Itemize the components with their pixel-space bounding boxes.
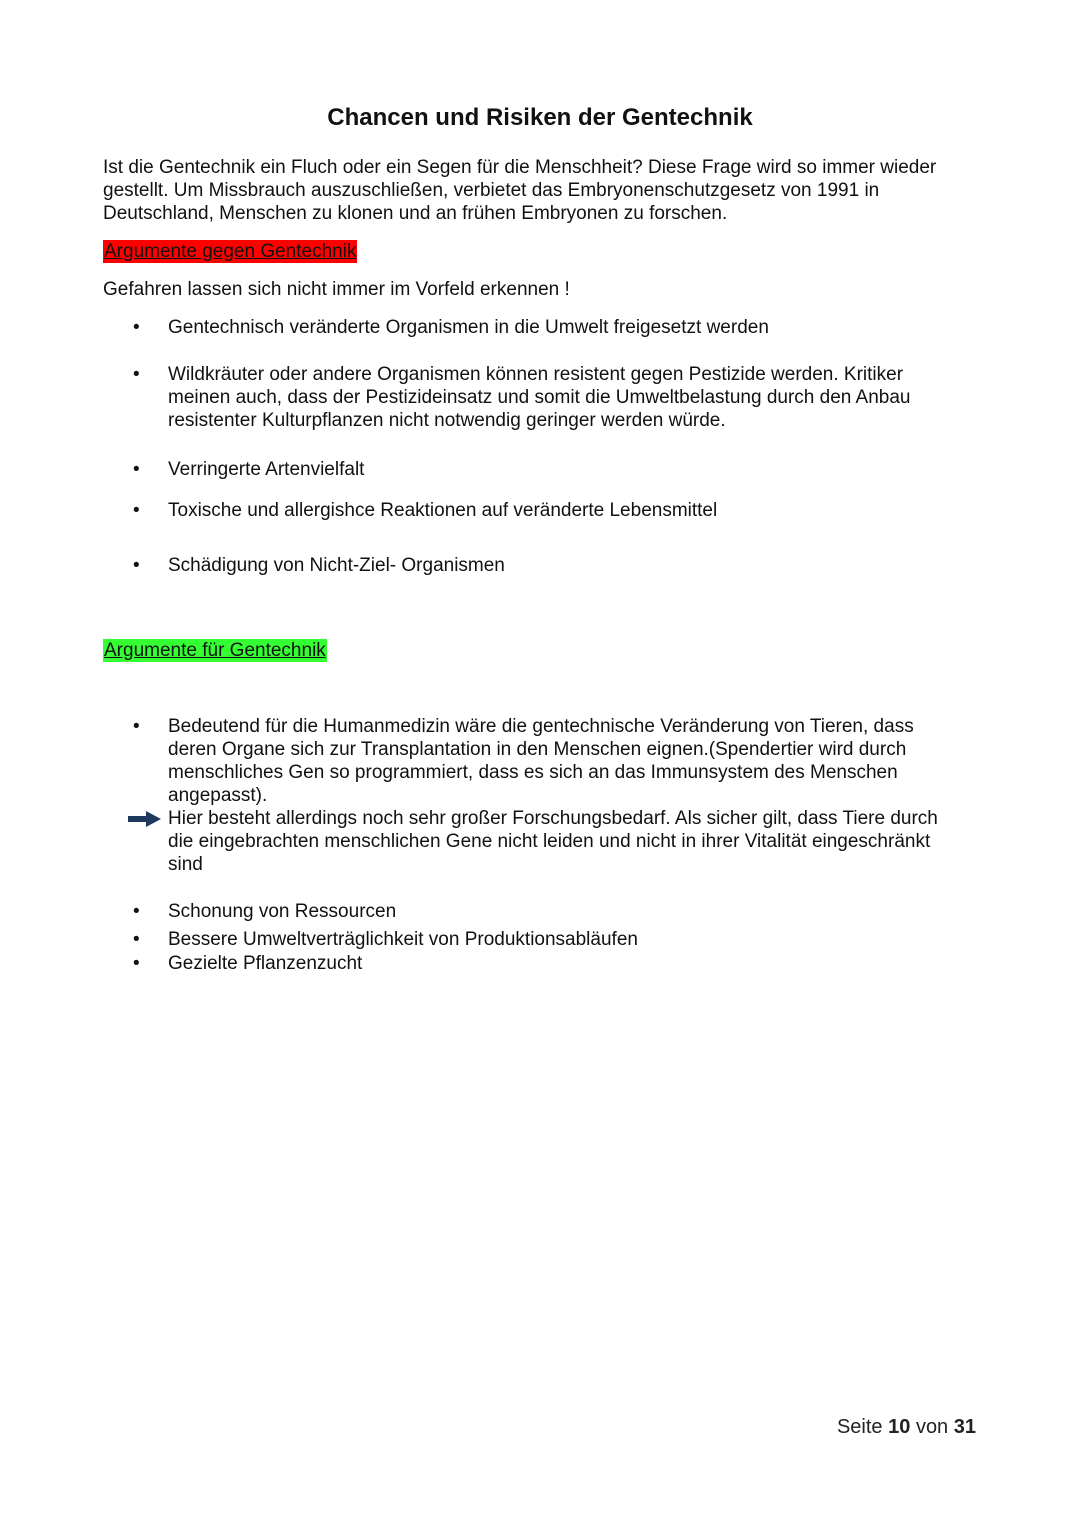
arrow-note-text: Hier besteht allerdings noch sehr großer Forschungsbedarf. Als sicher gilt, dass Tiere durch die eingebrachten menschlichen Gene nicht leiden und nicht in ihrer Vitalität eingeschränkt sind: [168, 808, 938, 875]
bullet-icon: •: [133, 500, 140, 521]
list-item: [133, 900, 963, 923]
list-item-text: Wildkräuter oder andere Organismen können resistent gegen Pestizide werden. Kritiker meinen auch, dass der Pestizideinsatz und somit die Umweltbelastung durch den Anbau resistenter Kulturpflanzen nicht notwendig geringer werden würde.: [168, 364, 911, 431]
list-item: [133, 928, 963, 951]
bullet-icon: •: [133, 459, 140, 480]
bullet-icon: •: [133, 364, 140, 385]
intro-paragraph: Ist die Gentechnik ein Fluch oder ein Segen für die Menschheit? Diese Frage wird so immer wieder gestellt. Um Missbrauch auszuschließen, verbietet das Embryonenschutzgesetz von 1991 in Deutschland, Menschen zu klonen und an frühen Embryonen zu forschen.: [103, 157, 937, 224]
page-number-separator: von: [915, 1416, 949, 1438]
list-item-text: Bessere Umweltverträglichkeit von Produktionsabläufen: [168, 929, 638, 950]
list-item: [133, 554, 963, 577]
bullet-icon: •: [133, 716, 140, 737]
arrow-note: [128, 807, 963, 876]
list-item: [133, 499, 963, 522]
list-item: [133, 458, 963, 481]
bullet-icon: •: [133, 953, 140, 974]
list-item-text: Schonung von Ressourcen: [168, 901, 397, 922]
list-item-text: Gezielte Pflanzenzucht: [168, 953, 363, 974]
list-item: [133, 952, 963, 975]
right-arrow-icon: [128, 811, 161, 827]
list-item-text: Toxische und allergishce Reaktionen auf veränderte Lebensmittel: [168, 500, 718, 521]
heading-against: Argumente gegen Gentechnik: [104, 241, 357, 262]
list-item-text: Verringerte Artenvielfalt: [168, 459, 365, 480]
page-number-current: 10: [888, 1416, 911, 1438]
list-item: [133, 316, 963, 339]
list-item-text: Schädigung von Nicht-Ziel- Organismen: [168, 555, 505, 576]
bullet-icon: •: [133, 555, 140, 576]
page-number: [837, 1414, 976, 1440]
against-subline: Gefahren lassen sich nicht immer im Vorfeld erkennen !: [103, 279, 570, 300]
list-item: [133, 363, 963, 432]
page-number-total: 31: [953, 1416, 976, 1438]
bullet-icon: •: [133, 929, 140, 950]
page-title: Chancen und Risiken der Gentechnik: [327, 104, 753, 131]
bullet-icon: •: [133, 901, 140, 922]
list-item-text: Gentechnisch veränderte Organismen in die Umwelt freigesetzt werden: [168, 317, 769, 338]
bullet-icon: •: [133, 317, 140, 338]
page-number-prefix: Seite: [836, 1416, 883, 1438]
list-item: [133, 715, 963, 807]
heading-for: Argumente für Gentechnik: [104, 640, 326, 661]
list-item-text: Bedeutend für die Humanmedizin wäre die gentechnische Veränderung von Tieren, dass deren Organe sich zur Transplantation in den Menschen eignen.(Spendertier wird durch menschliches Gen so programmiert, dass es sich an das Immunsystem des Menschen angepasst).: [168, 716, 914, 806]
